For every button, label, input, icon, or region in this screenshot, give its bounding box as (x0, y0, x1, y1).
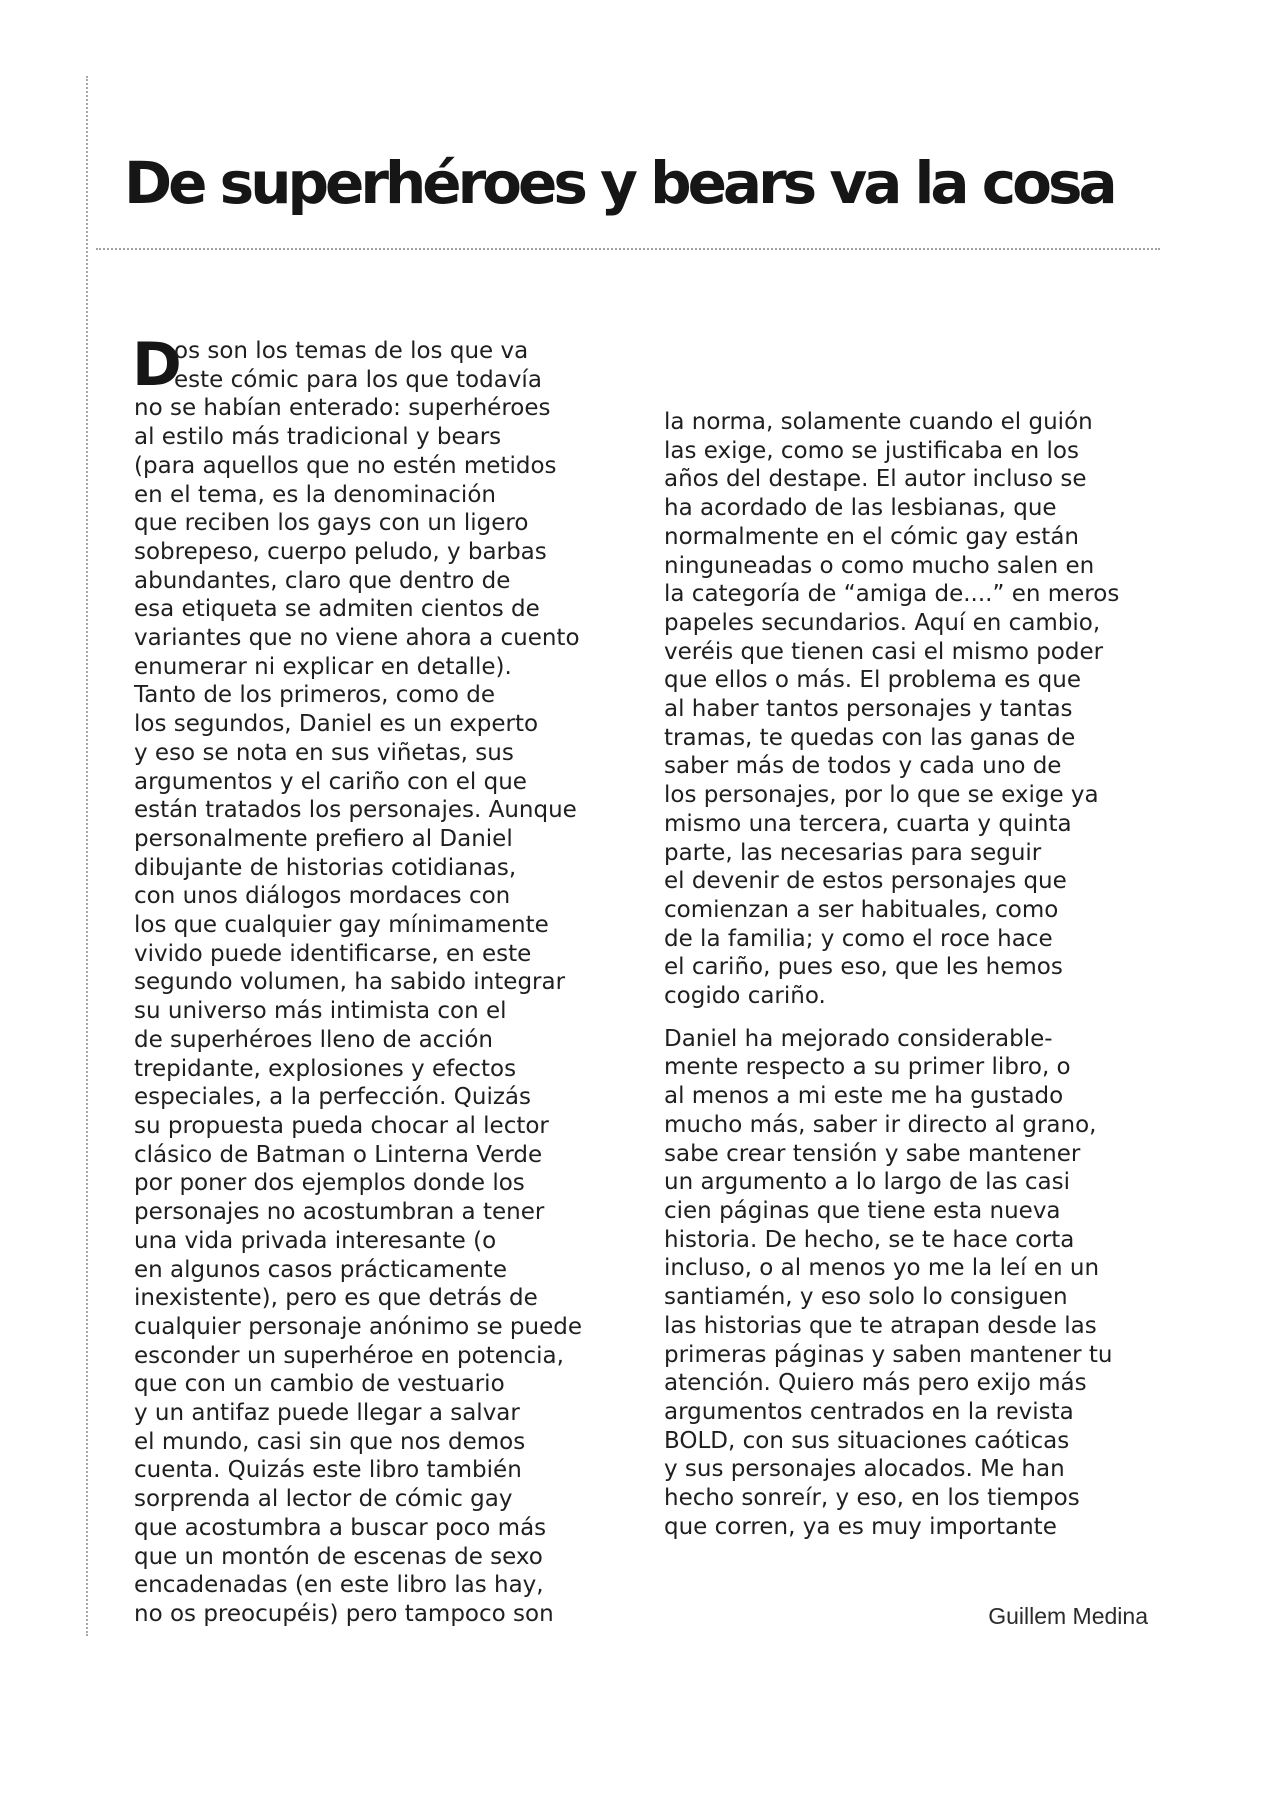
text-line: cualquier personaje anónimo se puede (134, 1313, 582, 1340)
text-line: y sus personajes alocados. Me han (664, 1456, 1065, 1483)
page-margin-rule (86, 76, 88, 1636)
text-line: santiamén, y eso solo lo consiguen (664, 1284, 1068, 1311)
text-line: Daniel ha mejorado considerable- (664, 1025, 1053, 1052)
text-line: especiales, a la perfección. Quizás (134, 1084, 531, 1111)
text-line: el mundo, casi sin que nos demos (134, 1428, 526, 1455)
text-line: un argumento a lo largo de las casi (664, 1169, 1070, 1196)
text-line: Tanto de los primeros, como de (134, 682, 496, 709)
text-line: de superhéroes lleno de acción (134, 1026, 493, 1053)
text-line: en algunos casos prácticamente (134, 1256, 507, 1283)
text-line: historia. De hecho, se te hace corta (664, 1226, 1075, 1253)
paragraph-gap (664, 1011, 1119, 1025)
text-line: ninguneadas o como mucho salen en (664, 552, 1095, 579)
text-line: que corren, ya es muy importante (664, 1513, 1057, 1540)
paragraph-1 (664, 408, 1119, 1011)
text-line: los personajes, por lo que se exige ya (664, 782, 1099, 809)
text-line: veréis que tienen casi el mismo poder (664, 638, 1104, 665)
text-line: por poner dos ejemplos donde los (134, 1170, 525, 1197)
drop-cap: D (132, 330, 182, 400)
text-line: BOLD, con sus situaciones caóticas (664, 1427, 1070, 1454)
text-line: incluso, o al menos yo me la leí en un (664, 1255, 1100, 1282)
text-line: al estilo más tradicional y bears (134, 424, 502, 451)
text-line: los segundos, Daniel es un experto (134, 711, 539, 738)
text-line: su propuesta pueda chocar al lector (134, 1112, 549, 1139)
text-line: los que cualquier gay mínimamente (134, 912, 549, 939)
paragraph-2 (664, 1025, 1119, 1542)
text-line: años del destape. El autor incluso se (664, 466, 1087, 493)
text-line: las exige, como se justificaba en los (664, 437, 1079, 464)
text-line: papeles secundarios. Aquí en cambio, (664, 609, 1101, 636)
text-line: personalmente prefiero al Daniel (134, 825, 513, 852)
text-line: trepidante, explosiones y efectos (134, 1055, 517, 1082)
text-line: que reciben los gays con un ligero (134, 510, 529, 537)
text-line: parte, las necesarias para seguir (664, 839, 1042, 866)
text-line: os son los temas de los que va (174, 338, 529, 364)
text-line: comienzan a ser habituales, como (664, 896, 1059, 923)
text-line: segundo volumen, ha sabido integrar (134, 969, 566, 996)
text-line: cogido cariño. (664, 983, 826, 1010)
text-line: la categoría de “amiga de....” en meros (664, 581, 1120, 608)
text-line: tramas, te quedas con las ganas de (664, 724, 1076, 751)
right-column (664, 408, 1119, 1541)
text-line: el cariño, pues eso, que les hemos (664, 954, 1063, 981)
text-line: ha acordado de las lesbianas, que (664, 495, 1057, 522)
text-line: cien páginas que tiene esta nueva (664, 1197, 1061, 1224)
text-line: saber más de todos y cada uno de (664, 753, 1062, 780)
text-line: que ellos o más. El problema es que (664, 667, 1081, 694)
text-line: esconder un superhéroe en potencia, (134, 1342, 564, 1369)
text-line: una vida privada interesante (o (134, 1227, 497, 1254)
text-line: enumerar ni explicar en detalle). (134, 653, 512, 680)
text-line: normalmente en el cómic gay están (664, 523, 1079, 550)
text-line: vivido puede identificarse, en este (134, 940, 532, 967)
text-line: al menos a mi este me ha gustado (664, 1083, 1064, 1110)
article-title: De superhéroes y bears va la cosa (124, 149, 1114, 217)
title-divider (96, 248, 1160, 250)
text-line: este cómic para los que todavía (174, 366, 542, 393)
text-line: variantes que no viene ahora a cuento (134, 625, 580, 652)
text-line: esa etiqueta se admiten cientos de (134, 596, 540, 623)
text-line: primeras páginas y saben mantener tu (664, 1341, 1113, 1368)
text-line: argumentos centrados en la revista (664, 1398, 1074, 1425)
text-line: que acostumbra a buscar poco más (134, 1514, 547, 1541)
text-line: encadenadas (en este libro las hay, (134, 1572, 544, 1599)
text-line: con unos diálogos mordaces con (134, 883, 511, 910)
text-line: la norma, solamente cuando el guión (664, 409, 1093, 435)
text-line: las historias que te atrapan desde las (664, 1312, 1097, 1339)
text-line: inexistente), pero es que detrás de (134, 1285, 538, 1312)
text-line: atención. Quiero más pero exijo más (664, 1370, 1087, 1397)
text-line: su universo más intimista con el (134, 998, 507, 1025)
text-line: clásico de Batman o Linterna Verde (134, 1141, 543, 1168)
text-line: dibujante de historias cotidianas, (134, 854, 517, 881)
text-line: que un montón de escenas de sexo (134, 1543, 543, 1570)
text-line: al haber tantos personajes y tantas (664, 696, 1073, 723)
text-line: en el tema, es la denominación (134, 481, 496, 508)
text-line: sobrepeso, cuerpo peludo, y barbas (134, 538, 547, 565)
text-line: están tratados los personajes. Aunque (134, 797, 577, 824)
text-line: (para aquellos que no estén metidos (134, 452, 557, 479)
text-line: cuenta. Quizás este libro también (134, 1457, 522, 1484)
text-line: que con un cambio de vestuario (134, 1371, 505, 1398)
text-line: no se habían enterado: superhéroes (134, 395, 551, 422)
text-line: hecho sonreír, y eso, en los tiempos (664, 1485, 1080, 1512)
text-line: mismo una tercera, cuarta y quinta (664, 810, 1072, 837)
text-line: abundantes, claro que dentro de (134, 567, 511, 594)
text-line: sorprenda al lector de cómic gay (134, 1486, 513, 1513)
text-line: mente respecto a su primer libro, o (664, 1054, 1071, 1081)
text-line: argumentos y el cariño con el que (134, 768, 527, 795)
text-line: mucho más, saber ir directo al grano, (664, 1111, 1097, 1138)
text-line: y un antifaz puede llegar a salvar (134, 1400, 520, 1427)
text-line: no os preocupéis) pero tampoco son (134, 1600, 554, 1627)
text-line: de la familia; y como el roce hace (664, 925, 1053, 952)
text-line: sabe crear tensión y sabe mantener (664, 1140, 1081, 1167)
left-column (132, 330, 582, 1629)
text-line: personajes no acostumbran a tener (134, 1199, 545, 1226)
text-line: el devenir de estos personajes que (664, 868, 1067, 895)
author-signature: Guillem Medina (988, 1603, 1148, 1629)
text-line: y eso se nota en sus viñetas, sus (134, 739, 514, 766)
